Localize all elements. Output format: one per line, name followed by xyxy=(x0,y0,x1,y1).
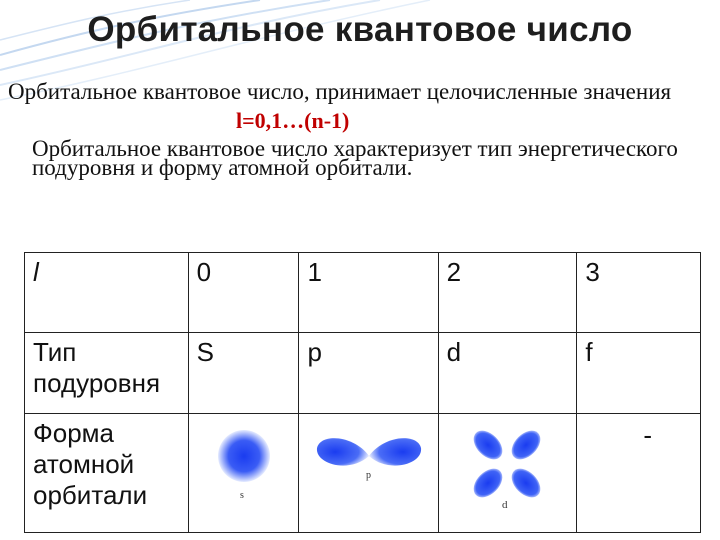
paragraph-description: Орбитальное квантовое число характеризует тип энергетического подуровня и форму атомной орбитали. xyxy=(32,136,678,180)
row-header-l: l xyxy=(25,253,189,333)
p-orbital-icon xyxy=(313,426,425,508)
s-orbital-cell xyxy=(188,413,299,532)
table-cell: 1 xyxy=(299,253,438,333)
page-title: Орбитальное квантовое число xyxy=(87,10,633,49)
f-orbital-value: - xyxy=(643,419,652,450)
d-orbital-icon xyxy=(462,426,552,512)
table-cell: 0 xyxy=(188,253,299,333)
table-cell: d xyxy=(438,333,577,413)
table-cell: f xyxy=(577,333,701,413)
table-row-l xyxy=(25,253,701,333)
s-orbital-icon xyxy=(212,426,276,508)
d-orbital-label: d xyxy=(502,498,508,511)
p-orbital-label: p xyxy=(365,469,371,481)
s-orbital-label: s xyxy=(239,489,244,501)
table-cell: p xyxy=(299,333,438,413)
p-orbital-cell xyxy=(299,413,438,532)
formula: l=0,1…(n-1) xyxy=(236,108,350,133)
table-row-type xyxy=(25,333,701,413)
table-row-shape xyxy=(25,413,701,532)
orbital-table xyxy=(24,252,701,533)
d-orbital-cell xyxy=(438,413,577,532)
f-orbital-cell xyxy=(577,413,701,532)
row-header-shape: Форма атомной орбитали xyxy=(25,413,189,532)
table-cell: 3 xyxy=(577,253,701,333)
paragraph-values: Орбитальное квантовое число, принимает целочисленные значения xyxy=(8,79,672,104)
body-text xyxy=(8,79,708,180)
row-header-type: Тип подуровня xyxy=(25,333,189,413)
table-cell: 2 xyxy=(438,253,577,333)
table-cell: S xyxy=(188,333,299,413)
